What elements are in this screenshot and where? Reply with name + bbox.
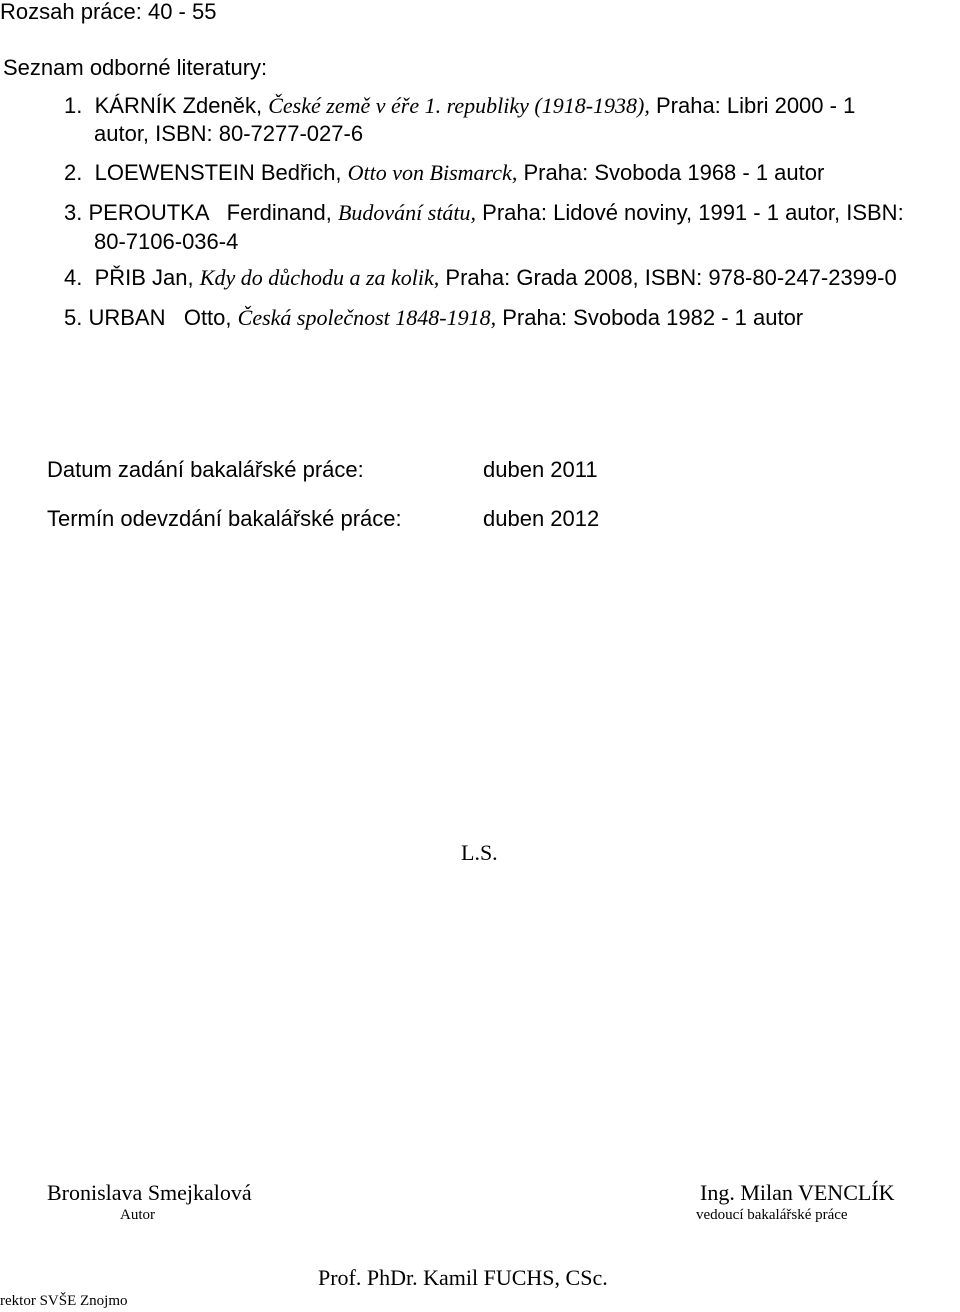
seal-mark: L.S. bbox=[461, 840, 498, 865]
reference-author: URBAN Otto, bbox=[88, 305, 232, 330]
reference-number: 1. bbox=[64, 93, 83, 118]
reference-publisher: Praha: Grada 2008, ISBN: 978-80-247-2399-0 bbox=[445, 265, 897, 290]
reference-publisher: Praha: Svoboda 1982 - 1 autor bbox=[502, 305, 804, 330]
reference-author: LOEWENSTEIN Bedřich, bbox=[94, 160, 342, 185]
reference-title: České země v éře 1. republiky (1918-1938), bbox=[268, 93, 650, 118]
literature-heading: Seznam odborné literatury: bbox=[3, 55, 268, 80]
supervisor-name: Ing. Milan VENCLÍK bbox=[700, 1180, 895, 1205]
reference-number: 2. bbox=[64, 160, 83, 185]
reference-author: PŘIB Jan, bbox=[94, 265, 194, 290]
reference-item bbox=[64, 160, 824, 186]
assignment-date-value: duben 2011 bbox=[483, 457, 598, 482]
reference-item bbox=[64, 93, 855, 119]
author-name: Bronislava Smejkalová bbox=[47, 1180, 252, 1205]
reference-title: Budování státu, bbox=[337, 200, 477, 225]
supervisor-role: vedoucí bakalářské práce bbox=[696, 1207, 848, 1223]
reference-publisher: Praha: Libri 2000 - 1 bbox=[655, 93, 856, 118]
reference-author: KÁRNÍK Zdeněk, bbox=[94, 93, 263, 118]
reference-number: 3. bbox=[64, 200, 83, 225]
work-range: Rozsah práce: 40 - 55 bbox=[0, 0, 217, 24]
reference-publisher: Praha: Svoboda 1968 - 1 autor bbox=[523, 160, 825, 185]
reference-number: 5. bbox=[64, 305, 83, 330]
reference-title: Otto von Bismarck, bbox=[347, 160, 518, 185]
reference-item bbox=[64, 305, 803, 331]
reference-number: 4. bbox=[64, 265, 83, 290]
author-role: Autor bbox=[120, 1207, 155, 1223]
rector-role: rektor SVŠE Znojmo bbox=[0, 1293, 128, 1309]
reference-continuation: autor, ISBN: 80-7277-027-6 bbox=[94, 121, 364, 146]
rector-name: Prof. PhDr. Kamil FUCHS, CSc. bbox=[318, 1265, 608, 1290]
reference-publisher: Praha: Lidové noviny, 1991 - 1 autor, ISBN: bbox=[482, 200, 904, 225]
reference-author: PEROUTKA Ferdinand, bbox=[88, 200, 332, 225]
reference-item bbox=[64, 265, 897, 291]
assignment-date-label: Datum zadání bakalářské práce: bbox=[47, 457, 364, 482]
reference-title: Česká společnost 1848-1918, bbox=[237, 305, 497, 330]
reference-continuation: 80-7106-036-4 bbox=[94, 229, 239, 254]
submission-date-label: Termín odevzdání bakalářské práce: bbox=[47, 506, 402, 531]
reference-item bbox=[64, 200, 904, 226]
reference-title: Kdy do důchodu a za kolik, bbox=[199, 265, 440, 290]
submission-date-value: duben 2012 bbox=[483, 506, 600, 531]
